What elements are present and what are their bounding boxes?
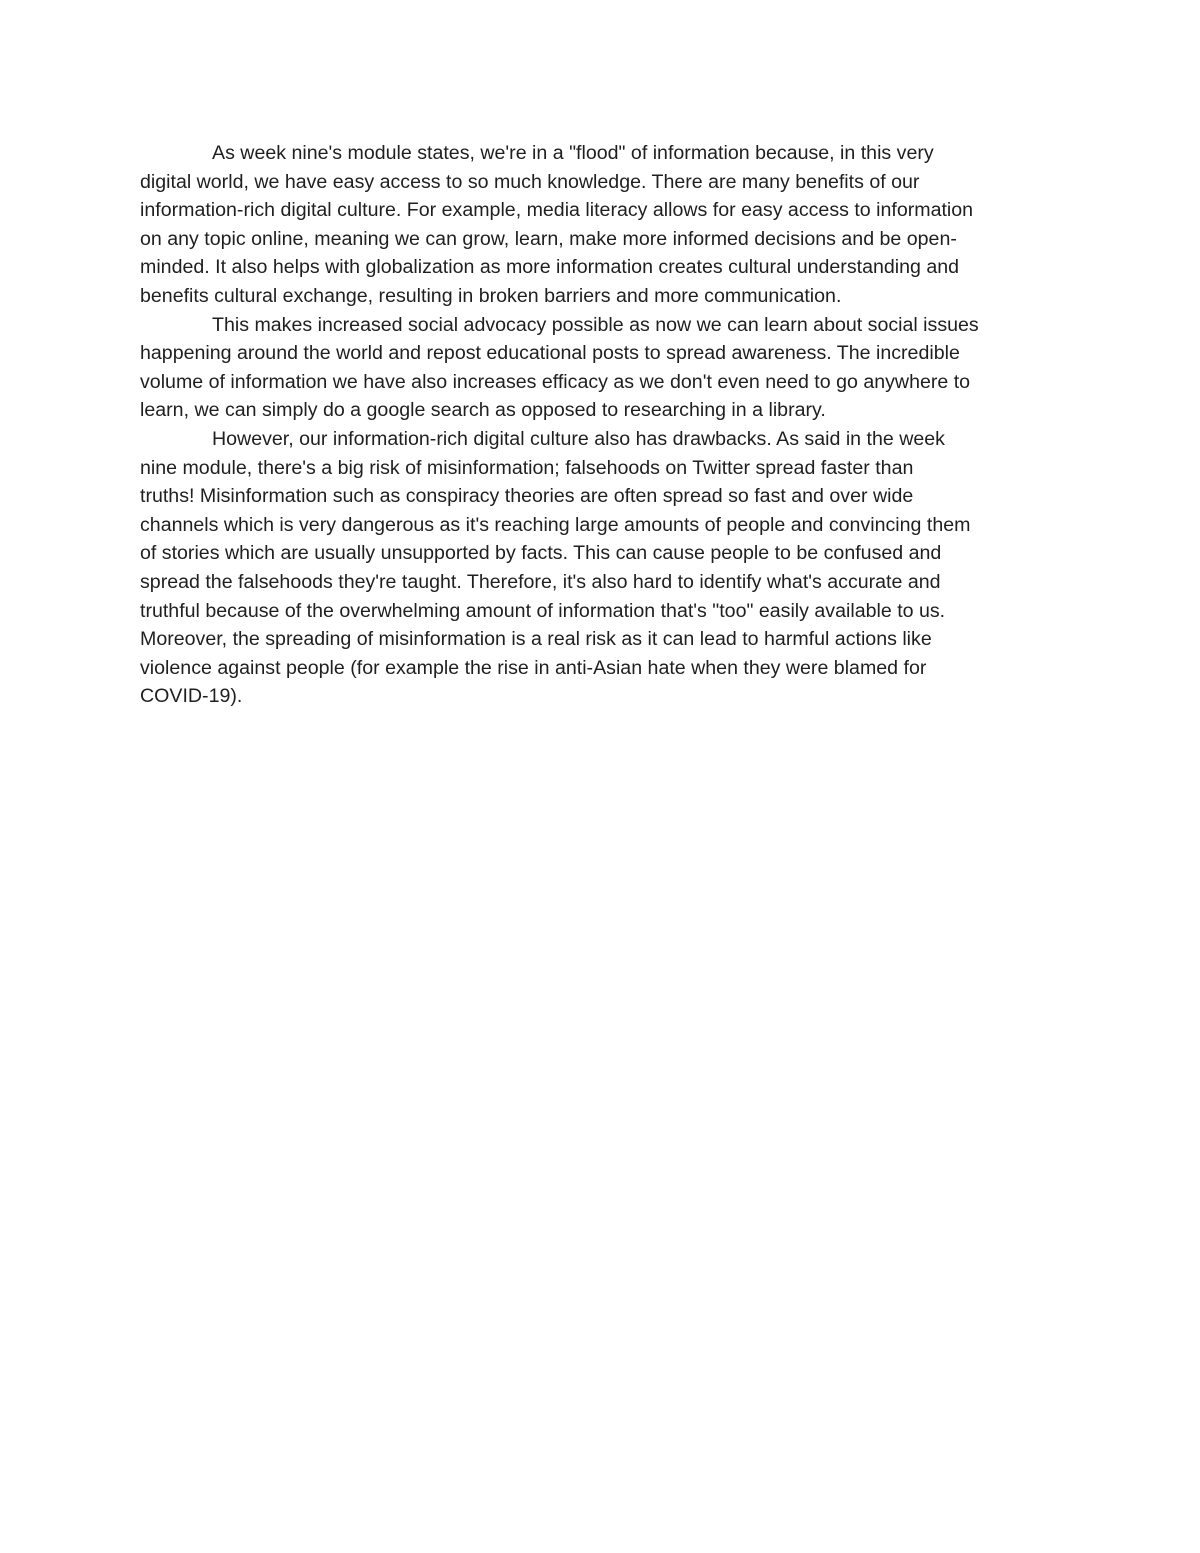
paragraph-line: As week nine's module states, we're in a "flood" of information because, in this very [212,142,934,164]
paragraph-line: on any topic online, meaning we can grow, learn, make more informed decisions and be open- [140,227,957,250]
paragraph-3 [140,425,1065,711]
paragraph-line: nine module, there's a big risk of misinformation; falsehoods on Twitter spread faster than [140,456,914,479]
paragraph-line: spread the falsehoods they're taught. Therefore, it's also hard to identify what's accurate and [140,570,941,593]
paragraph-line: information-rich digital culture. For example, media literacy allows for easy access to information [140,199,974,222]
paragraph-line: truthful because of the overwhelming amount of information that's "too" easily available to us. [140,599,946,622]
paragraph-line: minded. It also helps with globalization as more information creates cultural understanding and [140,256,960,279]
paragraph-line: volume of information we have also increases efficacy as we don't even need to go anywhere to [140,370,971,393]
paragraph-line: This makes increased social advocacy possible as now we can learn about social issues [212,313,979,336]
paragraph-1 [140,139,1065,311]
paragraph-line: digital world, we have easy access to so much knowledge. There are many benefits of our [140,170,920,193]
paragraph-line: happening around the world and repost educational posts to spread awareness. The incredible [140,342,960,365]
paragraph-2 [140,311,1065,425]
paragraph-line: learn, we can simply do a google search as opposed to researching in a library. [140,399,826,422]
document-body [140,139,1065,711]
paragraph-line: COVID-19). [140,685,243,708]
paragraph-line: violence against people (for example the rise in anti-Asian hate when they were blamed for [140,656,927,679]
paragraph-line: of stories which are usually unsupported by facts. This can cause people to be confused and [140,542,942,565]
paragraph-line: However, our information-rich digital culture also has drawbacks. As said in the week [212,427,945,450]
paragraph-line: truths! Misinformation such as conspiracy theories are often spread so fast and over wide [140,485,914,508]
paragraph-line: channels which is very dangerous as it's reaching large amounts of people and convincing them [140,513,971,536]
paragraph-line: Moreover, the spreading of misinformation is a real risk as it can lead to harmful actions like [140,628,932,651]
paragraph-line: benefits cultural exchange, resulting in broken barriers and more communication. [140,284,842,307]
